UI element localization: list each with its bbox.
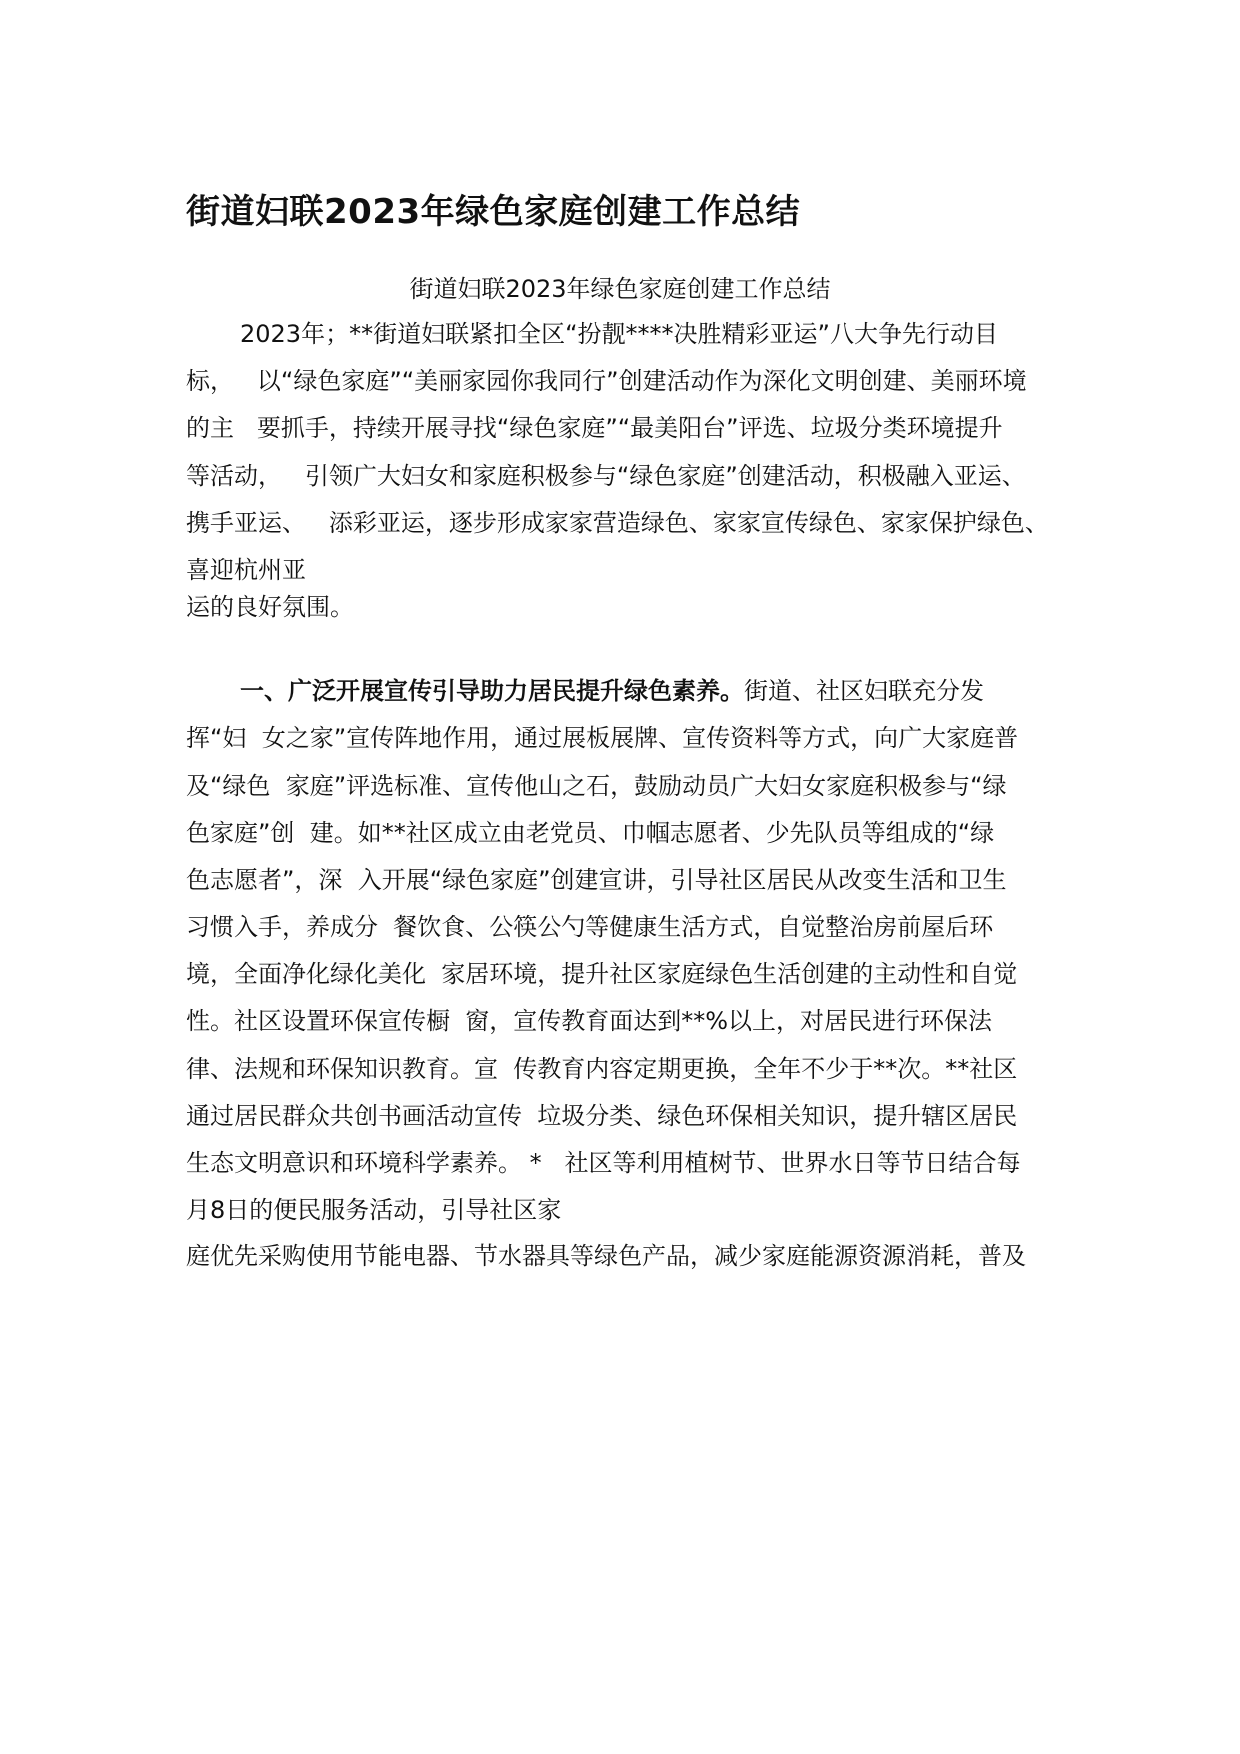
section1-line: 生态文明意识和环境科学素养。 * 社区等利用植树节、世界水日等节日结合每 <box>186 1149 1021 1177</box>
section1-first-line-text: 街道、社区妇联充分发 <box>744 677 984 705</box>
intro-line: 等活动， 引领广大妇女和家庭积极参与“绿色家庭”创建活动，积极融入亚运、 <box>186 462 1026 490</box>
section1-line: 及“绿色 家庭”评选标准、宣传他山之石，鼓励动员广大妇女家庭积极参与“绿 <box>186 772 1007 800</box>
section1-line: 习惯入手，养成分 餐饮食、公筷公勺等健康生活方式，自觉整治房前屋后环 <box>186 913 994 941</box>
section1-line: 境，全面净化绿化美化 家居环境，提升社区家庭绿色生活创建的主动性和自觉 <box>186 960 1018 988</box>
document-subtitle: 街道妇联2023年绿色家庭创建工作总结 <box>409 275 831 303</box>
intro-line: 喜迎杭州亚 <box>186 556 306 584</box>
section1-line: 色志愿者”，深 入开展“绿色家庭”创建宣讲，引导社区居民从改变生活和卫生 <box>186 866 1007 894</box>
intro-line: 携手亚运、 添彩亚运，逐步形成家家营造绿色、家家宣传绿色、家家保护绿色、 <box>186 509 1049 537</box>
section1-line: 律、法规和环保知识教育。宣 传教育内容定期更换，全年不少于**次。**社区 <box>186 1055 1018 1083</box>
section1-line: 色家庭”创 建。如**社区成立由老党员、巾帼志愿者、少先队员等组成的“绿 <box>186 819 995 847</box>
section1-line: 月8日的便民服务活动，引导社区家 <box>186 1196 562 1224</box>
intro-line: 2023年；**街道妇联紧扣全区“扮靓****决胜精彩亚运”八大争先行动目 <box>240 320 998 348</box>
section1-line: 挥“妇 女之家”宣传阵地作用，通过展板展牌、宣传资料等方式，向广大家庭普 <box>186 724 1019 752</box>
intro-line: 运的良好氛围。 <box>186 593 354 621</box>
intro-line: 标， 以“绿色家庭”“美丽家园你我同行”创建活动作为深化文明创建、美丽环境 <box>186 367 1027 395</box>
document-title: 街道妇联2023年绿色家庭创建工作总结 <box>186 192 801 232</box>
section1-heading: 一、广泛开展宣传引导助力居民提升绿色素养。 <box>240 677 744 705</box>
section1-line: 庭优先采购使用节能电器、节水器具等绿色产品，减少家庭能源资源消耗，普及 <box>186 1242 1026 1270</box>
section1-line: 通过居民群众共创书画活动宣传 垃圾分类、绿色环保相关知识，提升辖区居民 <box>186 1102 1018 1130</box>
section1-line: 性。社区设置环保宣传橱 窗，宣传教育面达到**%以上，对居民进行环保法 <box>186 1007 993 1035</box>
section1-first-line <box>240 673 984 709</box>
intro-line: 的主 要抓手，持续开展寻找“绿色家庭”“最美阳台”评选、垃圾分类环境提升 <box>186 414 1003 442</box>
